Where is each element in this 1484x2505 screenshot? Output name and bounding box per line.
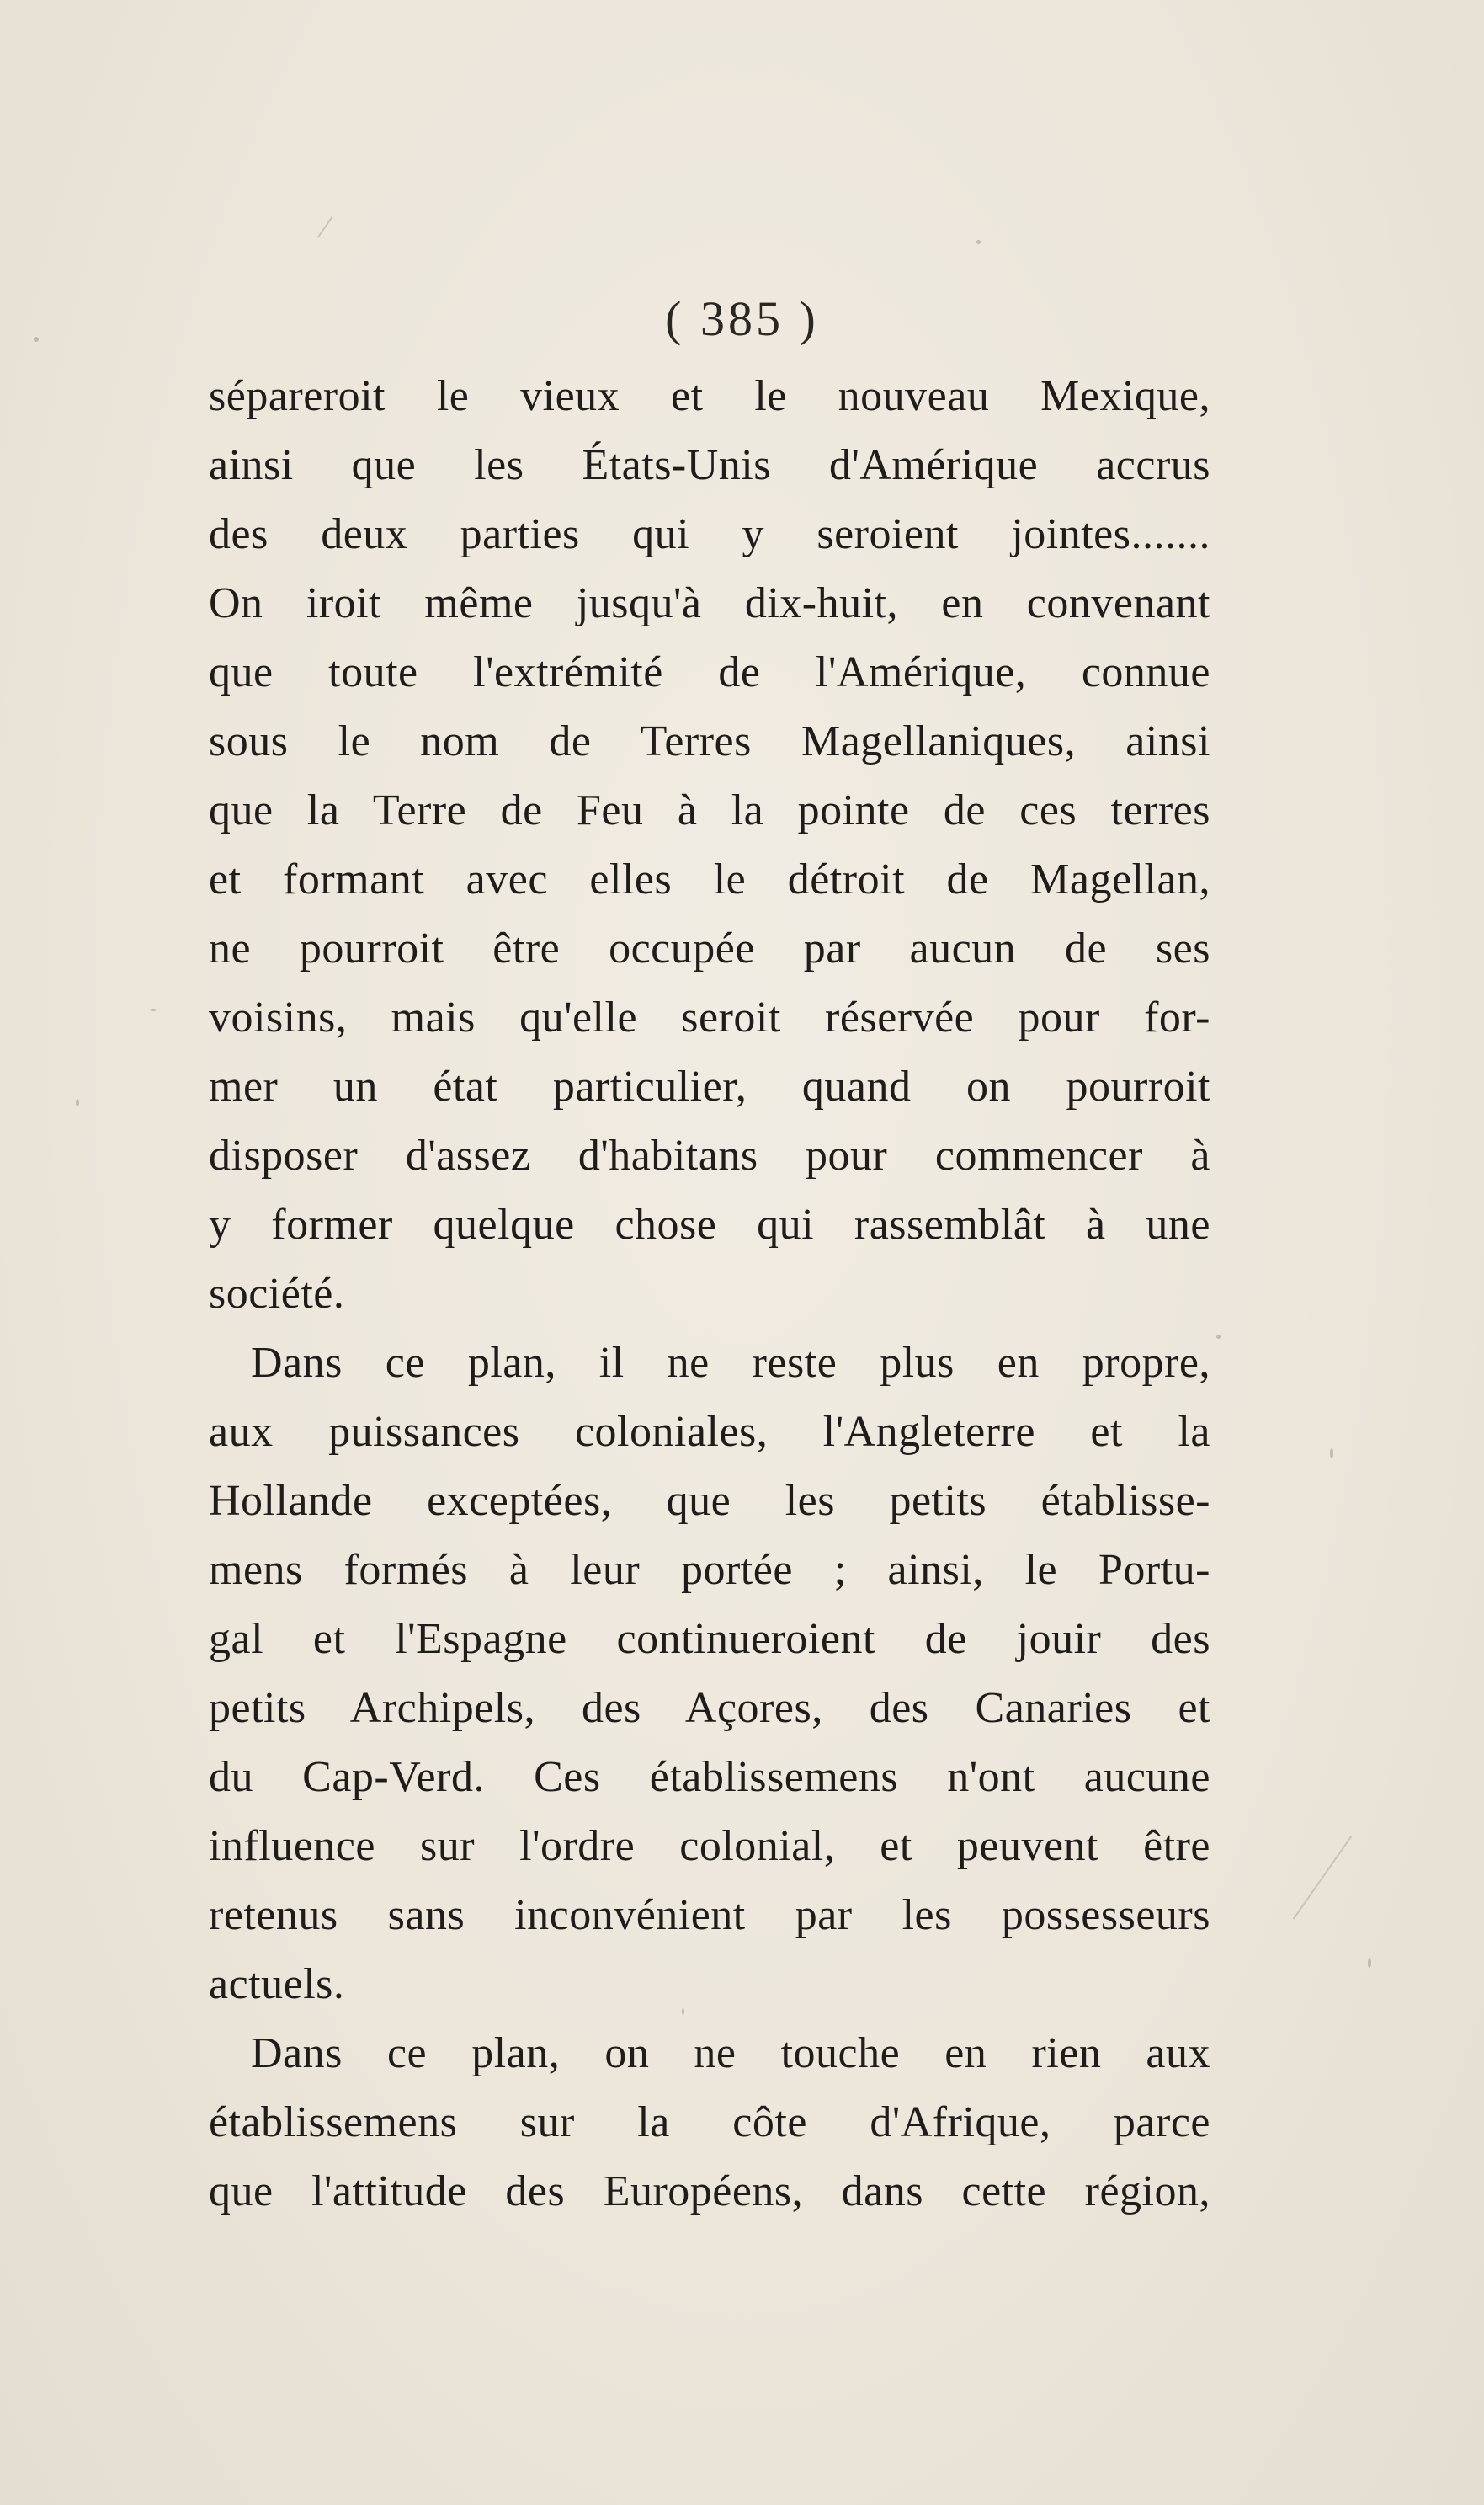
text-line: Hollande exceptées, que les petits établisse- [209, 1477, 1210, 1525]
text-line: des deux parties qui y seroient jointes....... [209, 510, 1210, 558]
text-line: ainsi que les États-Unis d'Amérique accrus [209, 441, 1210, 489]
paragraph-start-line: Dans ce plan, on ne touche en rien aux [251, 2029, 1210, 2077]
body-text [209, 362, 1210, 2226]
text-line: mens formés à leur portée ; ainsi, le Portu- [209, 1546, 1210, 1594]
text-line: voisins, mais qu'elle seroit réservée pour for- [209, 994, 1210, 1042]
text-line: sous le nom de Terres Magellaniques, ainsi [209, 717, 1210, 765]
text-line: que toute l'extrémité de l'Amérique, connue [209, 648, 1210, 696]
text-line: ne pourroit être occupée par aucun de ses [209, 925, 1210, 973]
paragraph-start-line: Dans ce plan, il ne reste plus en propre, [251, 1339, 1210, 1387]
text-line: retenus sans inconvénient par les possesseurs [209, 1891, 1210, 1939]
text-line: que l'attitude des Européens, dans cette région, [209, 2167, 1210, 2215]
text-line: On iroit même jusqu'à dix-huit, en convenant [209, 579, 1210, 627]
text-line: petits Archipels, des Açores, des Canaries et [209, 1684, 1210, 1732]
text-line: établissemens sur la côte d'Afrique, parce [209, 2098, 1210, 2146]
pencil-mark [1293, 1836, 1352, 1919]
text-line: que la Terre de Feu à la pointe de ces terres [209, 786, 1210, 834]
text-line: aux puissances coloniales, l'Angleterre et la [209, 1408, 1210, 1456]
text-line: influence sur l'ordre colonial, et peuvent être [209, 1822, 1210, 1870]
text-line: du Cap-Verd. Ces établissemens n'ont aucune [209, 1753, 1210, 1801]
text-line: y former quelque chose qui rassemblât à une [209, 1201, 1210, 1249]
pencil-mark [317, 216, 333, 238]
paragraph-end-line: actuels. [209, 1960, 345, 2008]
text-line: mer un état particulier, quand on pourroit [209, 1063, 1210, 1111]
text-line: disposer d'assez d'habitans pour commencer à [209, 1132, 1210, 1180]
paragraph-end-line: société. [209, 1270, 345, 1318]
text-line: et formant avec elles le détroit de Magellan, [209, 855, 1210, 903]
text-line: gal et l'Espagne continueroient de jouir des [209, 1615, 1210, 1663]
text-line: sépareroit le vieux et le nouveau Mexique, [209, 372, 1210, 420]
page-number: ( 385 ) [665, 291, 819, 346]
